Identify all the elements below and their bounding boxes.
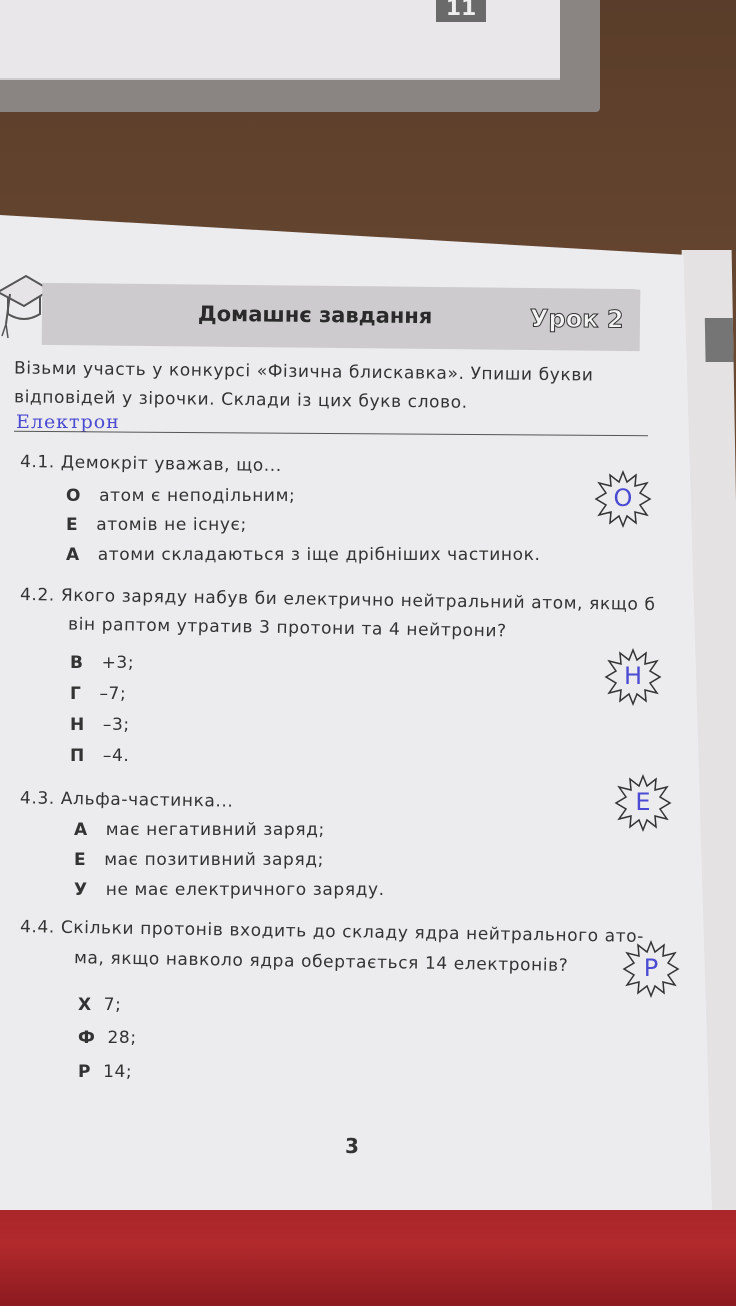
option xyxy=(74,820,325,840)
option xyxy=(74,850,324,870)
option-letter: Х xyxy=(78,995,92,1015)
option-letter: А xyxy=(74,820,88,840)
top-notebook xyxy=(0,0,600,112)
option-text: атом є неподільним; xyxy=(99,486,296,506)
option-text: +3; xyxy=(101,653,135,673)
option-letter: Е xyxy=(74,850,87,870)
option-letter: Ф xyxy=(78,1028,96,1048)
question-4-1 xyxy=(20,452,282,476)
option-letter: В xyxy=(70,653,84,673)
option xyxy=(78,995,121,1015)
option-text: атоми складаються з іще дрібніших частинок. xyxy=(97,545,541,565)
star-letter: Р xyxy=(643,954,659,982)
intro-line-1: Візьми участь у конкурсі «Фізична блискавка». Упиши букви xyxy=(13,358,594,386)
option xyxy=(66,545,541,565)
option-text: –4. xyxy=(102,746,130,766)
option-letter: У xyxy=(74,880,88,900)
page-number: 3 xyxy=(345,1134,359,1158)
option-text: не має електричного заряду. xyxy=(105,880,385,900)
lesson-badge: Урок 2 xyxy=(529,304,624,334)
header-title: Домашнє завдання xyxy=(197,301,433,329)
option xyxy=(70,653,134,673)
answer-star[interactable] xyxy=(614,774,672,832)
star-letter: О xyxy=(613,484,633,512)
question-text: Скільки протонів входить до складу ядра нейтрального ато- xyxy=(60,917,645,947)
option xyxy=(70,684,126,704)
option-text: 28; xyxy=(107,1028,137,1048)
option-text: 7; xyxy=(103,995,122,1015)
next-page-tab xyxy=(705,318,734,362)
option xyxy=(66,486,295,506)
answer-star[interactable] xyxy=(594,470,652,528)
answer-star[interactable] xyxy=(622,940,680,998)
option xyxy=(74,880,385,900)
option-text: 14; xyxy=(103,1062,133,1082)
star-letter: Е xyxy=(635,788,651,816)
option-text: –3; xyxy=(102,715,130,735)
question-text: Демокріт уважав, що... xyxy=(60,452,282,477)
question-4-3 xyxy=(20,788,234,811)
question-number: 4.2. xyxy=(19,585,56,606)
intro-line-2: відповідей у зірочки. Склади із цих букв слово. xyxy=(13,387,468,413)
question-text: Альфа-частинка... xyxy=(60,788,234,812)
answer-word: Електрон xyxy=(16,411,120,433)
option-letter: О xyxy=(66,486,82,506)
option-text: атомів не існує; xyxy=(96,515,247,535)
option-text: –7; xyxy=(99,684,127,704)
top-page-tab: 11 xyxy=(436,0,486,22)
option xyxy=(70,715,130,735)
question-text: Якого заряду набув би електрично нейтральний атом, якщо б xyxy=(60,585,656,615)
question-number: 4.3. xyxy=(19,788,56,809)
option-letter: Е xyxy=(66,515,79,535)
question-text-line-2: він раптом утратив 3 протони та 4 нейтрони? xyxy=(67,614,507,642)
option-letter: П xyxy=(70,746,85,766)
option xyxy=(66,515,247,535)
star-letter: Н xyxy=(623,662,643,690)
option-letter: Р xyxy=(78,1062,92,1082)
option xyxy=(78,1028,137,1048)
option-text: має негативний заряд; xyxy=(105,820,325,840)
question-number: 4.4. xyxy=(19,917,56,938)
option-letter: Г xyxy=(70,684,82,704)
option-text: має позитивний заряд; xyxy=(104,850,324,870)
option-letter: Н xyxy=(70,715,85,735)
option xyxy=(70,746,129,766)
question-number: 4.1. xyxy=(19,451,56,473)
question-text-line-2: ма, якщо навколо ядра обертається 14 електронів? xyxy=(73,948,569,976)
option xyxy=(78,1062,132,1082)
answer-star[interactable] xyxy=(604,648,662,706)
option-letter: А xyxy=(66,545,80,565)
